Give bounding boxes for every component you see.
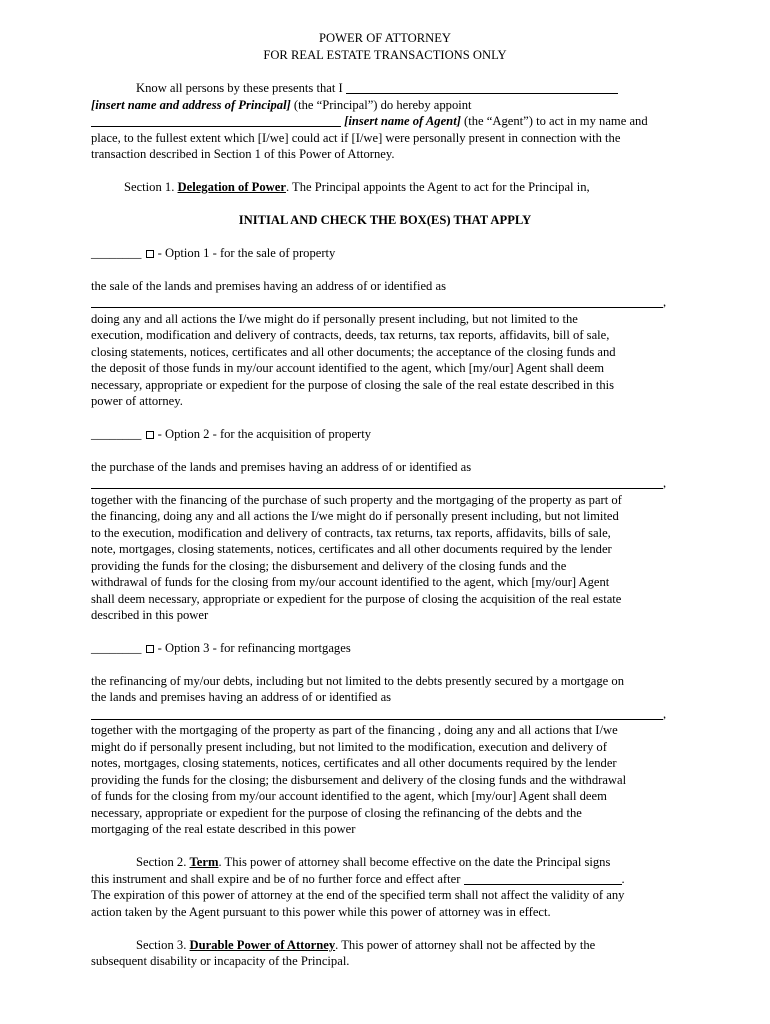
option-1-body-line: the deposit of those funds in my/our account identified to the agent, which [my/our] Agent shall deem bbox=[91, 361, 605, 375]
section-2-heading: Term bbox=[189, 855, 219, 869]
principal-blank[interactable] bbox=[346, 81, 618, 94]
option-2-body-line: together with the financing of the purchase of such property and the mortgaging of the property as part of bbox=[91, 493, 622, 507]
option-1-row bbox=[91, 245, 335, 261]
section-2-text: this instrument and shall expire and be of no further force and effect after bbox=[91, 872, 461, 886]
intro-text: Know all persons by these presents that I bbox=[136, 81, 343, 95]
agent-blank[interactable] bbox=[91, 114, 341, 127]
option-3-body-line: providing the funds for the closing; the disbursement and delivery of the closing funds and the withdrawal bbox=[91, 773, 627, 787]
section-2-line-2 bbox=[91, 871, 625, 887]
expiry-date-blank[interactable] bbox=[464, 872, 622, 885]
section-1-number: Section 1. bbox=[124, 180, 178, 194]
section-3 bbox=[136, 937, 595, 953]
section-2 bbox=[136, 854, 610, 870]
option-3-body-line: notes, mortgages, closing statements, notices, certificates and all other documents required by the lender bbox=[91, 756, 617, 770]
option-1-lead: the sale of the lands and premises having an address of or identified as bbox=[91, 279, 446, 293]
title-line-2: FOR REAL ESTATE TRANSACTIONS ONLY bbox=[263, 48, 507, 62]
section-2-line-4: action taken by the Agent pursuant to this power while this power of attorney was in effect. bbox=[91, 905, 551, 919]
option-2-body-line: note, mortgages, closing statements, notices, certificates and all other documents required by the lender bbox=[91, 542, 612, 556]
option-3-body-line: together with the mortgaging of the property as part of the financing , doing any and all actions that I/we bbox=[91, 723, 618, 737]
title-line-1: POWER OF ATTORNEY bbox=[318, 31, 451, 45]
option-2-initial-blank[interactable]: ________ bbox=[91, 427, 142, 441]
intro-line-4: place, to the fullest extent which [I/we] could act if [I/we] were personally present in connection with the bbox=[91, 131, 621, 145]
section-1-heading: Delegation of Power bbox=[177, 180, 286, 194]
intro-line-5: transaction described in Section 1 of this Power of Attorney. bbox=[91, 147, 395, 161]
option-1-body-line: closing statements, notices, certificates and all other documents; the acceptance of the closing funds and bbox=[91, 345, 616, 359]
option-2-body-line: described in this power bbox=[91, 608, 209, 622]
option-2-body-line: withdrawal of funds for the closing from my/our account identified to the agent, which [my/our] Agent bbox=[91, 575, 610, 589]
section-1 bbox=[124, 179, 590, 195]
option-3-body-line: might do if personally present including, but not limited to the modification, execution and delivery of bbox=[91, 740, 607, 754]
option-2-body-line: to the execution, modification and delivery of contracts, tax returns, tax reports, affidavits, bills of sale, bbox=[91, 526, 611, 540]
section-1-text: . The Principal appoints the Agent to act for the Principal in, bbox=[285, 180, 590, 194]
intro-line-3 bbox=[91, 113, 648, 129]
section-2-text: . This power of attorney shall become effective on the date the Principal signs bbox=[218, 855, 611, 869]
intro-line-1 bbox=[136, 80, 618, 96]
option-2-address-blank[interactable] bbox=[91, 476, 663, 489]
option-1-initial-blank[interactable]: ________ bbox=[91, 246, 142, 260]
option-2-body-line: shall deem necessary, appropriate or expedient for the purpose of closing the acquisition of the real estate bbox=[91, 592, 622, 606]
option-3-row bbox=[91, 640, 351, 656]
agent-placeholder: [insert name of Agent] bbox=[344, 114, 461, 128]
option-1-checkbox[interactable] bbox=[146, 250, 154, 258]
section-3-heading: Durable Power of Attorney bbox=[189, 938, 336, 952]
option-1-label: - Option 1 - for the sale of property bbox=[154, 246, 336, 260]
section-3-text: . This power of attorney shall not be affected by the bbox=[335, 938, 596, 952]
principal-placeholder: [insert name and address of Principal] bbox=[91, 98, 291, 112]
period: . bbox=[621, 872, 625, 886]
option-2-address-line bbox=[91, 475, 666, 491]
option-1-body-line: power of attorney. bbox=[91, 394, 183, 408]
option-3-address-blank[interactable] bbox=[91, 707, 663, 720]
option-1-body-line: execution, modification and delivery of contracts, deeds, tax returns, tax reports, affidavits, bill of sale, bbox=[91, 328, 610, 342]
section-2-number: Section 2. bbox=[136, 855, 190, 869]
option-3-body-line: of funds for the closing from my/our account identified to the agent, which [my/our] Agent shall deem bbox=[91, 789, 607, 803]
option-2-label: - Option 2 - for the acquisition of property bbox=[154, 427, 372, 441]
option-1-address-line bbox=[91, 294, 666, 310]
option-3-body-line: necessary, appropriate or expedient for the purpose of closing the refinancing of the debts and the bbox=[91, 806, 582, 820]
section-3-number: Section 3. bbox=[136, 938, 190, 952]
option-1-body-line: necessary, appropriate or expedient for the purpose of closing the sale of the real estate described in this bbox=[91, 378, 615, 392]
option-3-label: - Option 3 - for refinancing mortgages bbox=[154, 641, 351, 655]
intro-text: (the “Principal”) do hereby appoint bbox=[290, 98, 472, 112]
comma: , bbox=[663, 476, 667, 490]
option-3-lead-1: the refinancing of my/our debts, including but not limited to the debts presently secured by a mortgage on bbox=[91, 674, 625, 688]
option-2-body-line: providing the funds for the closing; the disbursement and delivery of the closing funds and the bbox=[91, 559, 567, 573]
option-3-body-line: mortgaging of the real estate described in this power bbox=[91, 822, 356, 836]
option-3-lead-2: the lands and premises having an address of or identified as bbox=[91, 690, 392, 704]
section-3-line-2: subsequent disability or incapacity of the Principal. bbox=[91, 954, 350, 968]
option-3-checkbox[interactable] bbox=[146, 645, 154, 653]
option-2-lead: the purchase of the lands and premises having an address of or identified as bbox=[91, 460, 472, 474]
option-3-initial-blank[interactable]: ________ bbox=[91, 641, 142, 655]
initial-heading: INITIAL AND CHECK THE BOX(ES) THAT APPLY bbox=[238, 213, 532, 227]
option-3-address-line bbox=[91, 706, 666, 722]
option-1-body-line: doing any and all actions the I/we might do if personally present including, but not limited to the bbox=[91, 312, 578, 326]
comma: , bbox=[663, 295, 667, 309]
intro-line-2 bbox=[91, 97, 472, 113]
option-2-checkbox[interactable] bbox=[146, 431, 154, 439]
comma: , bbox=[663, 707, 667, 721]
option-2-row bbox=[91, 426, 371, 442]
option-1-address-blank[interactable] bbox=[91, 295, 663, 308]
intro-text: (the “Agent”) to act in my name and bbox=[460, 114, 648, 128]
option-2-body-line: the financing, doing any and all actions the I/we might do if personally present including, but not limited bbox=[91, 509, 619, 523]
section-2-line-3: The expiration of this power of attorney at the end of the specified term shall not affect the validity of any bbox=[91, 888, 625, 902]
